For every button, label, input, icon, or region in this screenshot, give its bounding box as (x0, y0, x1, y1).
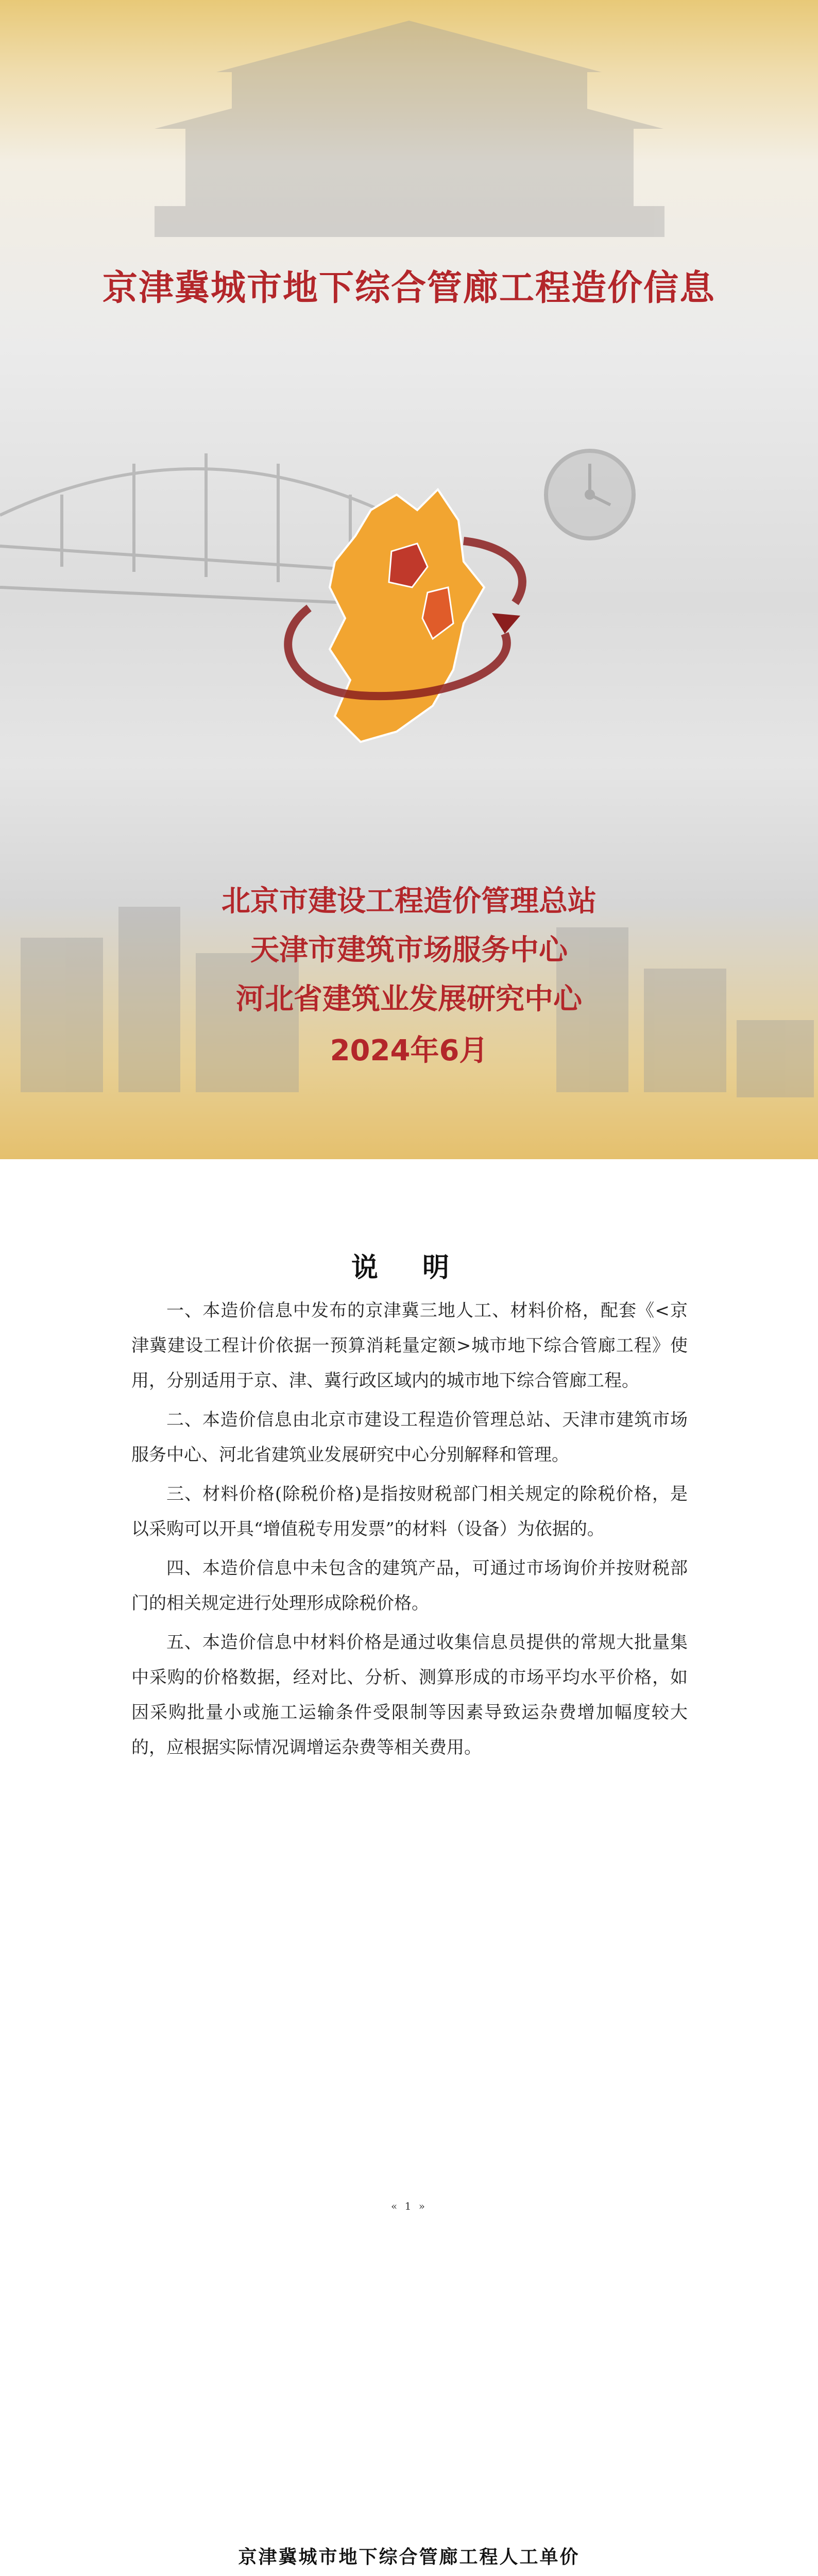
cover-page (0, 0, 818, 1159)
cover-title: 京津冀城市地下综合管廊工程造价信息 (102, 268, 715, 309)
cover-date: 2024年6月 (330, 1034, 488, 1067)
clock-tower-image (546, 451, 634, 538)
cover-org-hebei: 河北省建筑业发展研究中心 (236, 982, 582, 1016)
labor-price-title: 京津冀城市地下综合管廊工程人工单价 (238, 2546, 580, 2568)
explanation-heading: 说 明 (351, 1252, 467, 1283)
page-number: « 1 » (391, 2200, 427, 2212)
cover-org-tianjin: 天津市建筑市场服务中心 (250, 934, 568, 967)
explanation-paragraph: 四、本造价信息中未包含的建筑产品，可通过市场询价并按财税部门的相关规定进行处理形成除税价格。 (131, 1558, 688, 1614)
explanation-paragraph: 五、本造价信息中材料价格是通过收集信息员提供的常规大批量集中采购的价格数据，经对比、分析、测算形成的市场平均水平价格，如因采购批量小或施工运输条件受限制等因素导致运杂费增加幅度较大的，应根据实际情况调增运杂费等相关费用。 (131, 1632, 688, 1758)
tiananmen-gate-image (155, 21, 664, 237)
jingjinji-map-icon (288, 489, 522, 742)
cover-org-beijing: 北京市建设工程造价管理总站 (221, 885, 597, 918)
explanation-paragraph: 三、材料价格(除税价格)是指按财税部门相关规定的除税价格，是以采购可以开具“增值税专用发票”的材料（设备）为依据的。 (131, 1484, 688, 1539)
explanation-paragraph: 一、本造价信息中发布的京津冀三地人工、材料价格，配套《<京津冀建设工程计价依据一预算消耗量定额>城市地下综合管廊工程》使用，分别适用于京、津、冀行政区域内的城市地下综合管廊工程。 (131, 1300, 688, 1391)
explanation-body (131, 1293, 688, 1769)
explanation-paragraph: 二、本造价信息由北京市建设工程造价管理总站、天津市建筑市场服务中心、河北省建筑业发展研究中心分别解释和管理。 (131, 1410, 688, 1465)
